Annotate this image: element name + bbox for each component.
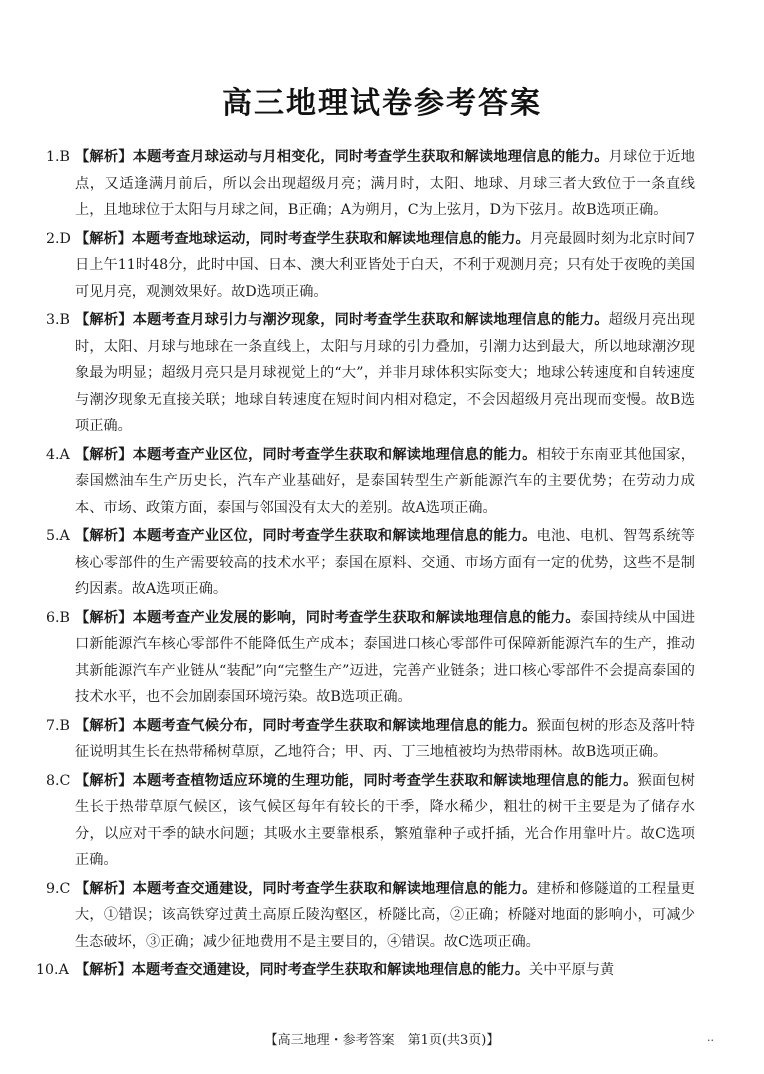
analysis-text: 相较于东南亚其他国家，泰国燃油车生产历史长，汽车产业基础好，是泰国转型生产新能源汽车的主要优势；在劳动力成本、市场、政策方面，泰国与邻国没有太大的差别。故A选项正确。 (75, 446, 695, 516)
analysis-text: 月球位于近地点，又适逢满月前后，所以会出现超级月亮；满月时，太阳、地球、月球三者大致位于一条直线上，且地球位于太阳与月球之间，B正确；A为朔月，C为上弦月，D为下弦月。故B选项正确。 (75, 149, 695, 218)
analysis-text: 建桥和修隧道的工程量更大，①错误；该高铁穿过黄土高原丘陵沟壑区，桥隧比高，②正确；桥隧对地面的影响小，可减少生态破坏，③正确；减少征地费用不是主要目的，④错误。故C选项正确。 (75, 880, 695, 950)
answer-number: 7.B (46, 717, 70, 734)
answer-number: 4.A (46, 446, 70, 463)
answer-item (0, 876, 764, 956)
page-title: 高三地理试卷参考答案 (222, 86, 542, 121)
answer-item (0, 605, 764, 711)
answer-item (0, 307, 764, 440)
analysis-heading: 【解析】本题考查植物适应环境的生理功能，同时考查学生获取和解读地理信息的能力。 (75, 772, 638, 789)
analysis-heading: 【解析】本题考查气候分布，同时考查学生获取和解读地理信息的能力。 (75, 717, 537, 734)
answer-item (0, 957, 764, 984)
analysis-heading: 【解析】本题考查交通建设，同时考查学生获取和解读地理信息的能力。 (75, 880, 537, 897)
analysis-text: 月亮最圆时刻为北京时间7日上午11时48分，此时中国、日本、澳大利亚皆处于白天，不利于观测月亮；只有处于夜晚的美国可见月亮，观测效果好。故D选项正确。 (75, 230, 695, 300)
answer-item (0, 442, 764, 522)
answer-number: 10.A (36, 962, 69, 978)
answer-number: 6.B (46, 609, 70, 626)
analysis-text: 泰国持续从中国进口新能源汽车核心零部件不能降低生产成本；泰国进口核心零部件可保障新能源汽车的生产，推动其新能源汽车产业链从“装配”向“完整生产”迈进，完善产业链条；进口核心零部件不会提高泰国的技术水平，也不会加剧泰国环境污染。故B选项正确。 (75, 609, 695, 705)
analysis-text: 关中平原与黄 (529, 962, 615, 978)
analysis-heading: 【解析】本题考查产业区位，同时考查学生获取和解读地理信息的能力。 (75, 528, 537, 544)
page-footer: 【高三地理・参考答案 第1页(共3页)】 (264, 1033, 500, 1048)
analysis-text: 猴面包树的形态及落叶特征说明其生长在热带稀树草原，乙地符合；甲、丙、丁三地植被均为热带雨林。故B选项正确。 (75, 717, 695, 760)
answer-item (0, 144, 764, 224)
analysis-text: 电池、电机、智驾系统等核心零部件的生产需要较高的技术水平；泰国在原料、交通、市场方面有一定的优势，这些不是制约因素。故A选项正确。 (75, 528, 695, 597)
answer-number: 8.C (46, 772, 71, 789)
analysis-heading: 【解析】本题考查产业区位，同时考查学生获取和解读地理信息的能力。 (75, 446, 537, 463)
answer-item (0, 713, 764, 766)
answer-number: 5.A (46, 528, 70, 544)
answer-number: 1.B (46, 149, 70, 165)
analysis-heading: 【解析】本题考查月球运动与月相变化，同时考查学生获取和解读地理信息的能力。 (75, 149, 609, 165)
analysis-heading: 【解析】本题考查产业发展的影响，同时考查学生获取和解读地理信息的能力。 (75, 609, 580, 626)
analysis-text: 猴面包树生长于热带草原气候区，该气候区每年有较长的干季，降水稀少，粗壮的树干主要是为了储存水分，以应对干季的缺水问题；其吸水主要靠根系，繁殖靠种子或扦插，光合作用靠叶片。故C选项正确。 (75, 772, 695, 868)
analysis-heading: 【解析】本题考查交通建设，同时考查学生获取和解读地理信息的能力。 (75, 962, 530, 978)
answer-number: 2.D (46, 230, 71, 247)
analysis-heading: 【解析】本题考查地球运动，同时考查学生获取和解读地理信息的能力。 (75, 230, 530, 247)
answer-item (0, 226, 764, 306)
answer-item (0, 768, 764, 874)
answer-number: 9.C (46, 880, 71, 897)
answer-item (0, 523, 764, 603)
analysis-text: 超级月亮出现时，太阳、月球与地球在一条直线上，太阳与月球的引力叠加，引潮力达到最大，所以地球潮汐现象最为明显；超级月亮只是月球视觉上的“大”，并非月球体积实际变大；地球公转速度和自转速度与潮汐现象无直接关联；地球自转速度在短时间内相对稳定，不会因超级月亮出现而变慢。故B选项正确。 (75, 312, 695, 434)
answer-number: 3.B (46, 312, 70, 328)
answer-list (0, 144, 764, 986)
footer-mark: .. (707, 1031, 714, 1044)
analysis-heading: 【解析】本题考查月球引力与潮汐现象，同时考查学生获取和解读地理信息的能力。 (75, 312, 609, 328)
